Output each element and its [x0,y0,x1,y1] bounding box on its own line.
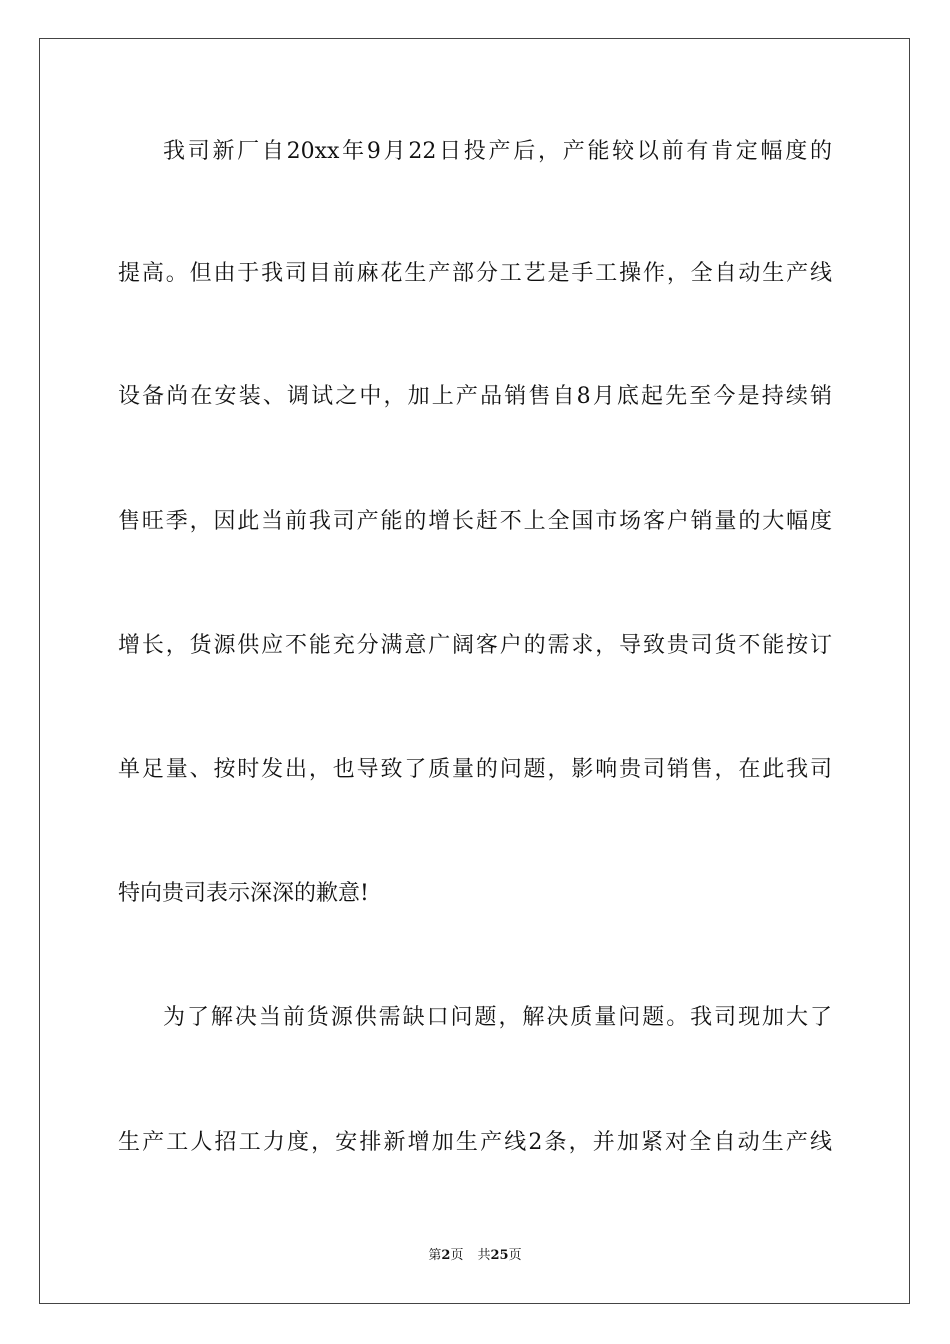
paragraph-1-line-4: 售旺季，因此当前我司产能的增长赶不上全国市场客户销量的大幅度 [118,509,832,534]
page-border [39,38,910,1304]
footer-page-suffix: 页 [450,1248,464,1263]
footer-total-suffix: 页 [508,1248,522,1263]
paragraph-1-line-6: 单足量、按时发出，也导致了质量的问题，影响贵司销售，在此我司 [118,757,832,782]
page-number-footer [0,1247,950,1265]
paragraph-1-line-5: 增长，货源供应不能充分满意广阔客户的需求，导致贵司货不能按订 [118,633,832,658]
paragraph-1-line-1: 我司新厂自20xx年9月22日投产后，产能较以前有肯定幅度的 [163,139,832,164]
paragraph-1-line-7: 特向贵司表示深深的歉意! [118,881,369,906]
footer-current-page: 2 [441,1248,451,1263]
footer-page-prefix: 第 [428,1248,442,1263]
paragraph-1-line-3: 设备尚在安装、调试之中，加上产品销售自8月底起先至今是持续销 [118,384,832,409]
paragraph-1-line-2: 提高。但由于我司目前麻花生产部分工艺是手工操作，全自动生产线 [118,261,832,286]
footer-total-prefix: 共 [477,1248,491,1263]
paragraph-2-line-1: 为了解决当前货源供需缺口问题，解决质量问题。我司现加大了 [163,1005,832,1030]
footer-total-pages: 25 [490,1248,509,1263]
paragraph-2-line-2: 生产工人招工力度，安排新增加生产线2条，并加紧对全自动生产线 [118,1130,832,1155]
